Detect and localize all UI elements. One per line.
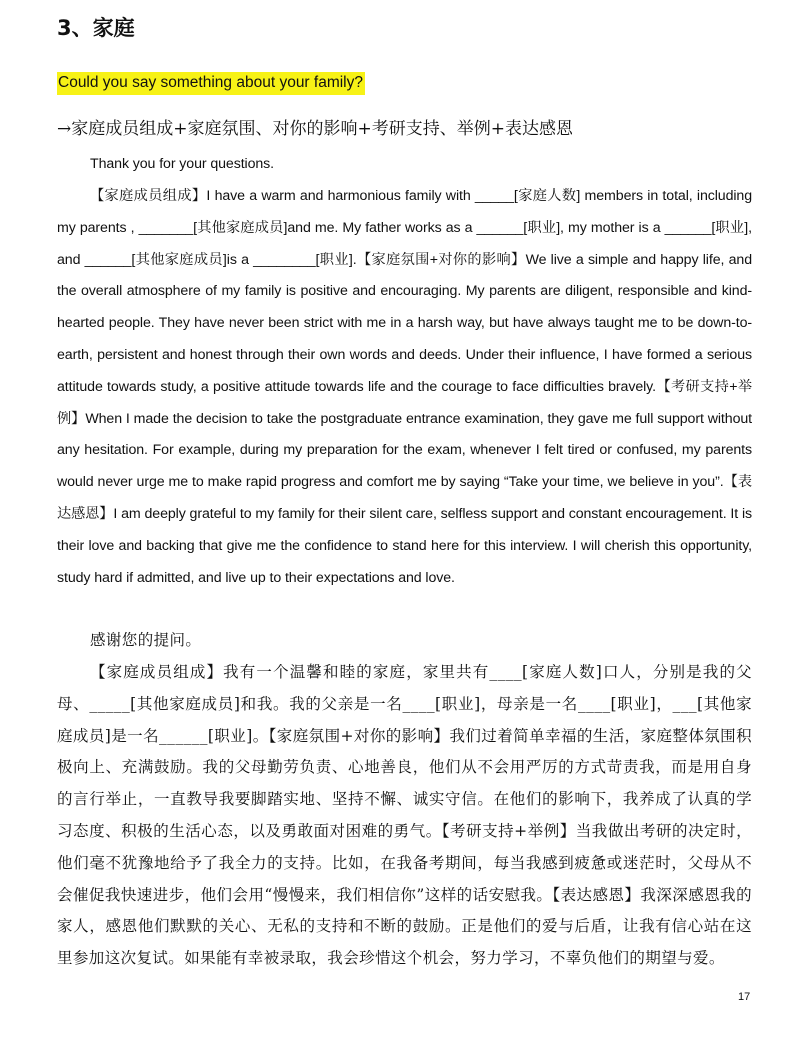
english-opening: Thank you for your questions.	[90, 156, 275, 172]
highlighted-question: Could you say something about your family?	[57, 72, 365, 95]
english-answer-paragraph: 【家庭成员组成】I have a warm and harmonious family with _____[家庭人数] members in total, including my parents , _______[其他家庭成员]and me. My father works as a ______[职业], my mother is a ______[职业], and ______[其他家庭成员]is a ________[职业].【家庭氛围+对你的影响】We live a simple and happy life, and the overall atmosphere of my family is positive and encouraging. My parents are diligent, responsible and kind-hearted people. They have never been strict with me in a harsh way, but have always taught me to be down-to-earth, persistent and honest through their own words and deeds. Under their influence, I have formed a serious attitude towards study, a positive attitude towards life and the courage to face difficulties bravely.【考研支持+举例】When I made the decision to take the postgraduate entrance examination, they gave me full support without any hesitation. For example, during my preparation for the exam, whenever I felt tired or confused, my parents would never urge me to make rapid progress and comfort me by saying “Take your time, we believe in you”.【表达感恩】I am deeply grateful to my family for their silent care, selfless support and constant encouragement. It is their love and backing that give me the confidence to stand here for this interview. I will cherish this opportunity, study hard if admitted, and live up to their expectations and love.	[57, 188, 752, 586]
answer-outline: →家庭成员组成+家庭氛围、对你的影响+考研支持、举例+表达感恩	[57, 119, 573, 139]
chinese-answer-paragraph: 【家庭成员组成】我有一个温馨和睦的家庭，家里共有____[家庭人数]口人，分别是我的父母、_____[其他家庭成员]和我。我的父亲是一名____[职业]，母亲是一名____[职业]，___[其他家庭成员]是一名______[职业]。【家庭氛围+对你的影响】我们过着简单幸福的生活，家庭整体氛围积极向上、充满鼓励。我的父母勤劳负责、心地善良，他们从不会用严厉的方式苛责我，而是用自身的言行举止，一直教导我要脚踏实地、坚持不懈、诚实守信。在他们的影响下，我养成了认真的学习态度、积极的生活心态，以及勇敢面对困难的勇气。【考研支持+举例】当我做出考研的决定时，他们毫不犹豫地给予了我全力的支持。比如，在我备考期间，每当我感到疲惫或迷茫时，父母从不会催促我快速进步，他们会用“慢慢来，我们相信你”这样的话安慰我。【表达感恩】我深深感恩我的家人，感恩他们默默的关心、无私的支持和不断的鼓励。正是他们的爱与后盾，让我有信心站在这里参加这次复试。如果能有幸被录取，我会珍惜这个机会，努力学习，不辜负他们的期望与爱。	[57, 663, 752, 968]
section-title: 3、家庭	[57, 16, 135, 40]
page-number: 17	[738, 991, 751, 1003]
chinese-opening: 感谢您的提问。	[90, 631, 202, 649]
